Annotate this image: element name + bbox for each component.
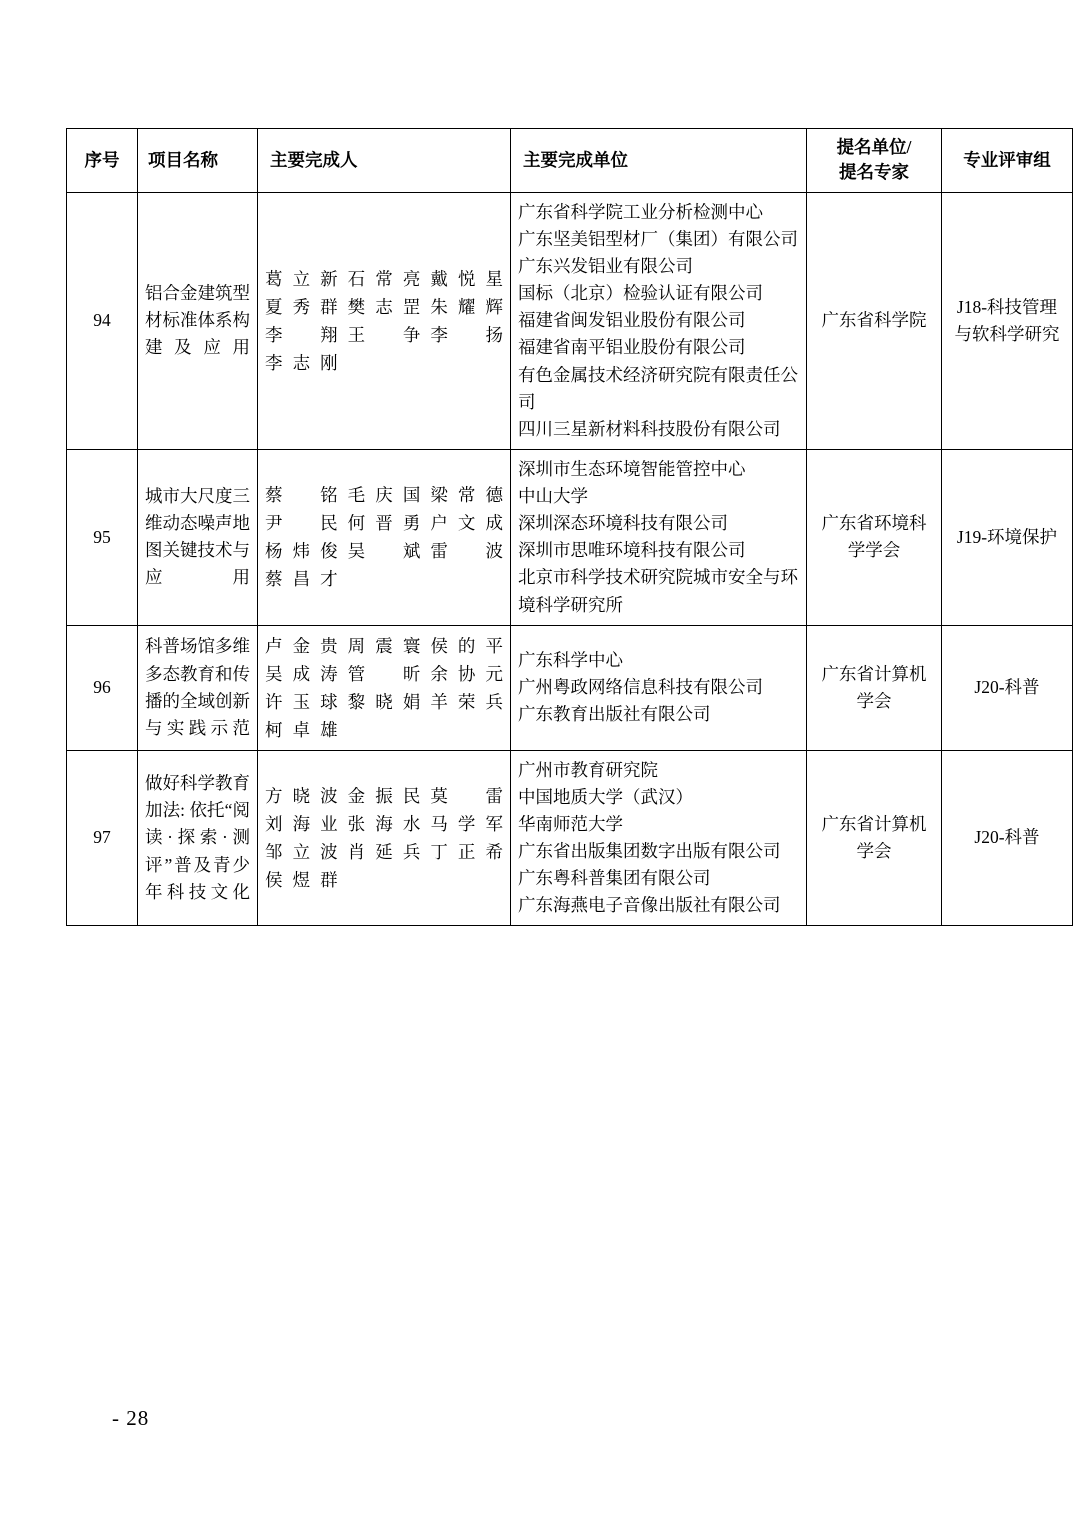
person-name: 周震寰 (347, 635, 421, 656)
cell-title: 科普场馆多维多态教育和传播的全域创新与实践示范 (138, 625, 258, 750)
person-name: 户文成 (430, 513, 503, 534)
person-name: 戴悦星 (430, 268, 503, 289)
cell-no: 96 (67, 625, 138, 750)
unit-name: 有色金属技术经济研究院有限责任公司 (518, 364, 798, 412)
person-name: 方晓波 (265, 786, 338, 806)
person-name: 许玉球 (265, 691, 338, 712)
person-name: 李 扬 (430, 324, 503, 345)
person-name: 朱耀辉 (430, 296, 503, 317)
unit-name: 深圳深态环境科技有限公司 (518, 513, 728, 534)
unit-name: 华南师范大学 (518, 813, 623, 834)
cell-group: J20-科普 (942, 625, 1073, 750)
person-name: 管 昕 (347, 663, 421, 684)
table-row (67, 449, 1073, 625)
table-row (67, 750, 1073, 926)
column-header-people: 主要完成人 (258, 129, 511, 193)
person-name: 吴 斌 (347, 541, 421, 562)
person-name: 羊荣兵 (430, 691, 503, 712)
unit-name: 广东粤科普集团有限公司 (518, 868, 711, 889)
unit-name: 国标（北京）检验认证有限公司 (518, 283, 763, 304)
table-header (67, 129, 1073, 193)
column-header-no: 序号 (67, 129, 138, 193)
person-name: 尹 民 (265, 513, 338, 534)
cell-units (511, 192, 807, 449)
unit-name: 广东省出版集团数字出版有限公司 (518, 841, 781, 861)
person-name: 葛立新 (265, 268, 338, 289)
person-name: 梁常德 (430, 485, 503, 506)
people-grid (265, 481, 503, 593)
person-name: 刘海业 (265, 814, 338, 834)
person-name: 李志刚 (265, 352, 338, 373)
unit-name: 深圳市思唯环境科技有限公司 (518, 540, 746, 561)
award-projects-table (66, 128, 1073, 926)
person-name: 蔡昌才 (265, 569, 338, 590)
person-name: 杨炜俊 (265, 541, 338, 562)
cell-people (258, 449, 511, 625)
unit-name: 广东兴发铝业有限公司 (518, 256, 693, 276)
unit-name: 广东教育出版社有限公司 (518, 704, 711, 725)
person-name: 李 翔 (265, 324, 338, 345)
unit-name: 福建省南平铝业股份有限公司 (518, 337, 746, 358)
unit-name: 广州粤政网络信息科技有限公司 (518, 677, 763, 698)
unit-name: 北京市科学技术研究院城市安全与环境科学研究所 (518, 567, 798, 615)
person-name: 莫 雷 (430, 786, 503, 806)
cell-title: 城市大尺度三维动态噪声地图关键技术与应用 (138, 449, 258, 625)
cell-nominator: 广东省计算机学会 (807, 625, 942, 750)
person-name: 石常亮 (347, 268, 421, 289)
person-name: 柯卓雄 (265, 719, 338, 740)
cell-title: 做好科学教育加法: 依托“阅读·探索·测评”普及青少年科技文化 (138, 750, 258, 926)
cell-units (511, 449, 807, 625)
table-row (67, 192, 1073, 449)
person-name: 何晋勇 (347, 513, 421, 534)
people-grid (265, 265, 503, 377)
unit-name: 广东省科学院工业分析检测中心 (518, 201, 763, 222)
person-name: 夏秀群 (265, 296, 338, 317)
person-name: 王 争 (347, 324, 421, 345)
person-name: 侯煜群 (265, 870, 338, 890)
person-name: 黎晓娟 (347, 691, 421, 712)
unit-name: 深圳市生态环境智能管控中心 (518, 458, 746, 479)
unit-name: 四川三星新材料科技股份有限公司 (518, 418, 781, 439)
person-name: 马学军 (430, 814, 503, 834)
cell-people (258, 750, 511, 926)
unit-name: 中国地质大学（武汉） (518, 786, 693, 807)
table-header-row (67, 129, 1073, 193)
unit-name: 广州市教育研究院 (518, 759, 658, 780)
cell-people (258, 192, 511, 449)
person-name: 侯的平 (430, 635, 503, 656)
cell-units (511, 750, 807, 926)
cell-people (258, 625, 511, 750)
unit-name: 中山大学 (518, 486, 588, 506)
cell-group: J18-科技管理与软科学研究 (942, 192, 1073, 449)
table-body (67, 192, 1073, 926)
people-grid (265, 632, 503, 744)
person-name: 蔡 铭 (265, 485, 338, 506)
cell-nominator: 广东省环境科学学会 (807, 449, 942, 625)
person-name: 樊志罡 (347, 296, 421, 317)
person-name: 余协元 (430, 663, 503, 684)
cell-no: 97 (67, 750, 138, 926)
column-header-nominator-line2: 提名专家 (839, 162, 909, 183)
page-number: - 28 (112, 1406, 150, 1430)
cell-nominator: 广东省计算机学会 (807, 750, 942, 926)
cell-title: 铝合金建筑型材标准体系构建及应用 (138, 192, 258, 449)
unit-name: 广东海燕电子音像出版社有限公司 (518, 895, 781, 916)
people-grid (265, 782, 503, 894)
person-name: 丁正希 (430, 842, 503, 862)
column-header-group: 专业评审组 (942, 129, 1073, 193)
person-name: 吴成涛 (265, 663, 338, 684)
person-name: 毛庆国 (347, 485, 421, 506)
column-header-units: 主要完成单位 (511, 129, 807, 193)
person-name: 雷 波 (430, 541, 503, 562)
column-header-nominator (807, 129, 942, 193)
unit-name: 福建省闽发铝业股份有限公司 (518, 310, 746, 331)
person-name: 张海水 (347, 814, 421, 834)
cell-nominator: 广东省科学院 (807, 192, 942, 449)
cell-units (511, 625, 807, 750)
cell-group: J20-科普 (942, 750, 1073, 926)
column-header-title: 项目名称 (138, 129, 258, 193)
person-name: 金振民 (347, 786, 421, 806)
person-name: 邹立波 (265, 842, 338, 862)
unit-name: 广东坚美铝型材厂（集团）有限公司 (518, 228, 798, 249)
cell-group: J19-环境保护 (942, 449, 1073, 625)
unit-name: 广东科学中心 (518, 649, 623, 670)
table-row (67, 625, 1073, 750)
cell-no: 95 (67, 449, 138, 625)
column-header-nominator-line1: 提名单位/ (836, 137, 912, 157)
person-name: 卢金贵 (265, 635, 338, 656)
person-name: 肖延兵 (347, 842, 421, 862)
cell-no: 94 (67, 192, 138, 449)
